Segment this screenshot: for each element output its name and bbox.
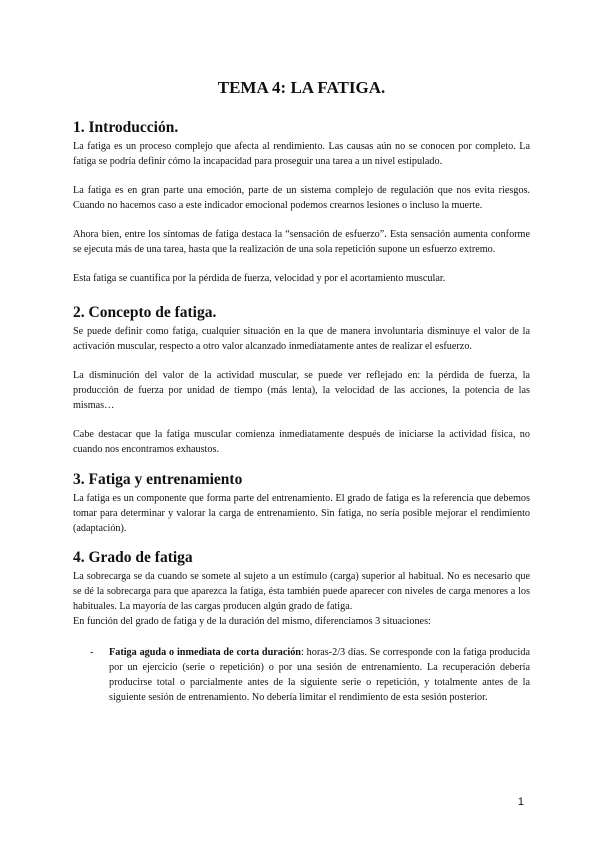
section-heading: 1. Introducción. <box>73 119 179 136</box>
section-introduccion <box>73 119 530 286</box>
paragraph: Cabe destacar que la fatiga muscular comienza inmediatamente después de iniciarse la actividad física, no cuando nos encontramos exhaustos. <box>73 429 530 455</box>
paragraph: La fatiga es un componente que forma parte del entrenamiento. El grado de fatiga es la referencia que debemos tomar para determinar y valorar la carga de entrenamiento. Sin fatiga, no sería posible mejorar el rendimiento (adaptación). <box>73 493 530 534</box>
bullet-text: : horas-2/3 días. Se corresponde con la fatiga producida por un ejercicio (serie o repetición) o por una sesión de entrenamiento. La recuperación debería producirse total o parcialmente antes de la siguiente serie o repetición, y totalmente antes de la siguiente sesión de entrenamiento. No debería limitar el rendimiento de esta sesión posterior. <box>109 647 530 703</box>
paragraph: La disminución del valor de la actividad muscular, se puede ver reflejado en: la pérdida de fuerza, la producción de fuerza por unidad de tiempo (más lenta), la velocidad de las acciones, la potencia de las mismas… <box>73 370 530 411</box>
bullet-marker: - <box>90 647 94 658</box>
section-entrenamiento <box>73 471 530 536</box>
paragraph: Se puede definir como fatiga, cualquier situación en la que de manera involuntaria disminuye el valor de la activación muscular, respecto a otro valor alcanzado inmediatamente antes de realizar el esfuerzo. <box>73 326 530 352</box>
paragraph: Esta fatiga se cuantifica por la pérdida de fuerza, velocidad y por el acortamiento muscular. <box>73 273 446 284</box>
paragraph: En función del grado de fatiga y de la duración del mismo, diferenciamos 3 situaciones: <box>73 616 431 627</box>
paragraph: La fatiga es en gran parte una emoción, parte de un sistema complejo de regulación que nos evita riesgos. Cuando no hacemos caso a este indicador emocional podemos crearnos lesiones o incluso la muerte. <box>73 185 530 211</box>
section-heading: 4. Grado de fatiga <box>73 549 193 566</box>
paragraph: La fatiga es un proceso complejo que afecta al rendimiento. Las causas aún no se conocen por completo. La fatiga se podría definir cómo la incapacidad para proseguir una tarea a un nivel estipulado. <box>73 141 530 167</box>
paragraph: Ahora bien, entre los síntomas de fatiga destaca la “sensación de esfuerzo”. Esta sensación aumenta conforme se ejecuta más de una tarea, hasta que la realización de una sola repetición supone un esfuerzo extremo. <box>73 229 530 255</box>
section-heading: 2. Concepto de fatiga. <box>73 304 217 321</box>
list-item <box>73 645 530 705</box>
paragraph: La sobrecarga se da cuando se somete al sujeto a un estímulo (carga) superior al habitual. No es necesario que se dé la sobrecarga para que aparezca la fatiga, ésta también puede aparecer con niveles de carga menores a los habituales. La mayoría de las cargas producen algún grado de fatiga. <box>73 571 530 612</box>
section-heading: 3. Fatiga y entrenamiento <box>73 471 243 488</box>
situations-list <box>73 645 530 705</box>
document-title: TEMA 4: LA FATIGA. <box>217 78 386 97</box>
document-body <box>73 78 530 705</box>
bullet-term: Fatiga aguda o inmediata de corta duración <box>109 647 301 658</box>
section-concepto <box>73 304 530 457</box>
section-grado <box>73 549 530 705</box>
page-number: 1 <box>517 796 524 808</box>
